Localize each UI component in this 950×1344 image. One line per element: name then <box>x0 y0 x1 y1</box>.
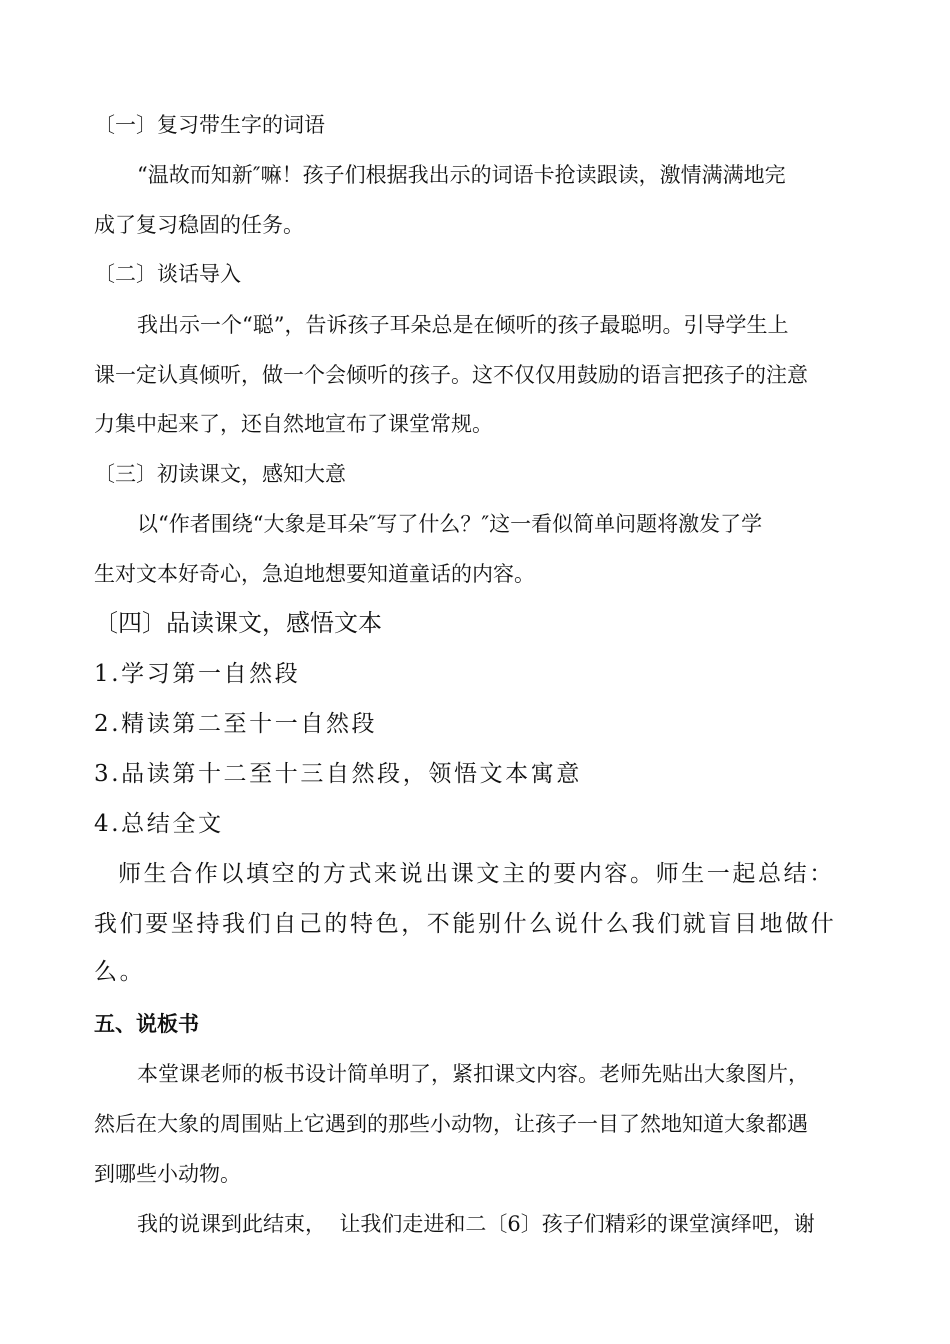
section-heading: 〔四〕品读课文，感悟文本 <box>94 609 382 637</box>
section-heading: 〔三〕初读课文，感知大意 <box>94 462 346 486</box>
list-item: 3.品读第十二至十三自然段，领悟文本寓意 <box>94 761 582 787</box>
section-heading: 〔二〕谈话导入 <box>94 262 241 286</box>
paragraph-line: 本堂课老师的板书设计简单明了，紧扣课文内容。老师先贴出大象图片， <box>137 1062 809 1086</box>
paragraph-line: 力集中起来了，还自然地宣布了课堂常规。 <box>94 412 493 436</box>
paragraph-line: 成了复习稳固的任务。 <box>94 213 304 237</box>
paragraph-line: 我出示一个“聪”，告诉孩子耳朵总是在倾听的孩子最聪明。引导学生上 <box>137 313 789 337</box>
paragraph-line: 生对文本好奇心，急迫地想要知道童话的内容。 <box>94 562 535 586</box>
paragraph-line: 课一定认真倾听，做一个会倾听的孩子。这不仅仅用鼓励的语言把孩子的注意 <box>94 363 808 387</box>
list-item: 4.总结全文 <box>94 811 224 837</box>
section-heading: 〔一〕复习带生字的词语 <box>94 113 325 137</box>
paragraph-line: 然后在大象的周围贴上它遇到的那些小动物，让孩子一目了然地知道大象都遇 <box>94 1112 808 1136</box>
paragraph-line: 以“作者围绕“大象是耳朵″写了什么？″这一看似简单问题将激发了学 <box>137 512 763 536</box>
paragraph-line: 我的说课到此结束， 让我们走进和二〔6〕孩子们精彩的课堂演绎吧，谢 <box>137 1212 815 1236</box>
paragraph-line: 我们要坚持我们自己的特色，不能别什么说什么我们就盲目地做什 <box>94 911 837 937</box>
list-item: 2.精读第二至十一自然段 <box>94 711 378 737</box>
paragraph-line: “温故而知新″嘛！孩子们根据我出示的词语卡抢读跟读，激情满满地完 <box>137 163 786 187</box>
list-item: 1.学习第一自然段 <box>94 661 301 687</box>
paragraph-line: 么。 <box>94 959 146 985</box>
paragraph-line: 到哪些小动物。 <box>94 1162 241 1186</box>
section-heading: 五、说板书 <box>94 1012 199 1036</box>
paragraph-line: 师生合作以填空的方式来说出课文主的要内容。师生一起总结： <box>118 861 835 887</box>
